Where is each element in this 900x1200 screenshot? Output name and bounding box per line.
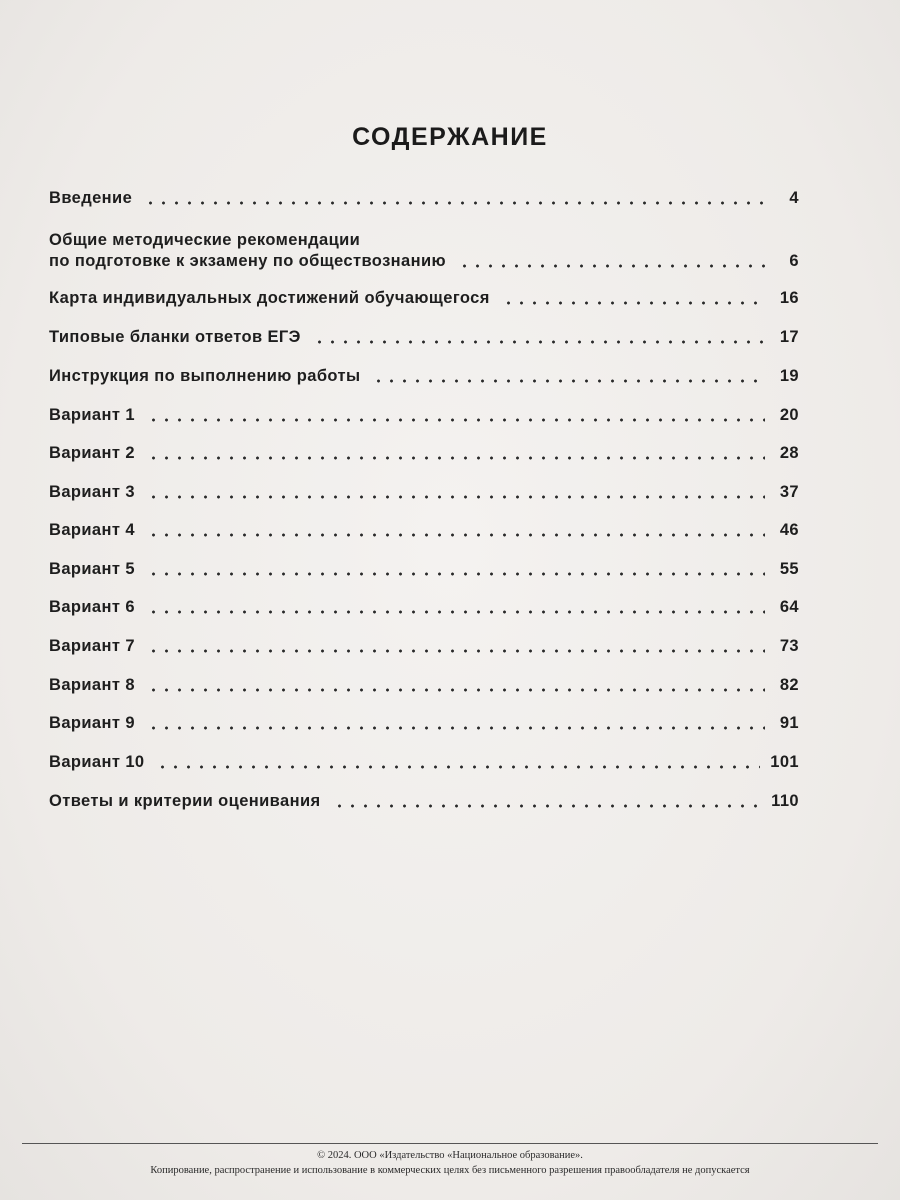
toc-entry-variant-9[interactable]: [49, 713, 799, 733]
dot-leader: [147, 572, 765, 576]
toc-entry-label: Введение: [49, 189, 133, 207]
dot-leader: [147, 456, 765, 460]
toc-entry-page: 20: [779, 406, 799, 424]
toc-entry-answers[interactable]: [49, 791, 799, 811]
toc-entry-label-line1: Общие методические рекомендации: [49, 231, 361, 249]
toc-entry-page: 19: [779, 367, 799, 385]
dot-leader: [147, 726, 765, 730]
toc-entry-label: Вариант 1: [49, 406, 135, 424]
dot-leader: [458, 264, 765, 268]
toc-entry-page: 6: [789, 252, 799, 270]
toc-entry-label: Вариант 9: [49, 714, 135, 732]
toc-entry-achievement-map[interactable]: [49, 288, 799, 308]
toc-entry-page: 17: [779, 328, 799, 346]
toc-entry-variant-4[interactable]: [49, 520, 799, 540]
toc-entry-page: 46: [779, 521, 799, 539]
dot-leader: [147, 649, 765, 653]
dot-leader: [147, 533, 765, 537]
toc-entry-label: Вариант 6: [49, 598, 135, 616]
toc-entry-variant-1[interactable]: [49, 405, 799, 425]
footer-divider: [22, 1143, 878, 1144]
toc-entry-label: по подготовке к экзамену по обществознанию: [49, 252, 447, 270]
toc-entry-label: Типовые бланки ответов ЕГЭ: [49, 328, 301, 346]
toc-entry-variant-8[interactable]: [49, 675, 799, 695]
dot-leader: [372, 379, 765, 383]
dot-leader: [147, 418, 765, 422]
toc-entry-page: 91: [779, 714, 799, 732]
toc-entry-label: Вариант 4: [49, 521, 135, 539]
toc-entry-label: Вариант 2: [49, 444, 135, 462]
toc-entry-instructions[interactable]: [49, 366, 799, 386]
dot-leader: [333, 804, 762, 808]
footer-copyright: © 2024. ООО «Издательство «Национальное образование».: [317, 1150, 583, 1161]
toc-entry-page: 73: [779, 637, 799, 655]
toc-entry-page: 37: [779, 483, 799, 501]
toc-entry-page: 110: [771, 792, 799, 810]
dot-leader: [144, 201, 765, 205]
toc-entry-introduction[interactable]: [49, 188, 799, 208]
toc-entry-label: Вариант 5: [49, 560, 135, 578]
toc-entry-variant-6[interactable]: [49, 597, 799, 617]
toc-entry-answer-forms[interactable]: [49, 327, 799, 347]
toc-entry-page: 4: [789, 189, 799, 207]
toc-entry-page: 28: [779, 444, 799, 462]
dot-leader: [313, 340, 765, 344]
toc-entry-label: Инструкция по выполнению работы: [49, 367, 361, 385]
toc-entry-label: Карта индивидуальных достижений обучающегося: [49, 289, 490, 307]
dot-leader: [147, 688, 765, 692]
dot-leader: [147, 610, 765, 614]
toc-entry-variant-5[interactable]: [49, 559, 799, 579]
toc-entry-recommendations[interactable]: [49, 251, 799, 271]
toc-entry-page: 64: [779, 598, 799, 616]
toc-entry-page: 101: [770, 753, 799, 771]
toc-entry-variant-3[interactable]: [49, 482, 799, 502]
dot-leader: [156, 765, 760, 769]
toc-entry-page: 55: [779, 560, 799, 578]
toc-entry-variant-2[interactable]: [49, 443, 799, 463]
toc-entry-page: 16: [779, 289, 799, 307]
toc-entry-label: Ответы и критерии оценивания: [49, 792, 321, 810]
toc-entry-label: Вариант 8: [49, 676, 135, 694]
toc-entry-variant-7[interactable]: [49, 636, 799, 656]
toc-entry-variant-10[interactable]: [49, 752, 799, 772]
toc-entry-page: 82: [779, 676, 799, 694]
footer-rights-notice: Копирование, распространение и использование в коммерческих целях без письменного разрешения правообладателя не допускается: [150, 1165, 750, 1176]
toc-entry-label: Вариант 7: [49, 637, 135, 655]
toc-entry-label: Вариант 3: [49, 483, 135, 501]
toc-entry-label: Вариант 10: [49, 753, 145, 771]
page-title: СОДЕРЖАНИЕ: [352, 123, 548, 151]
dot-leader: [147, 495, 765, 499]
dot-leader: [502, 301, 765, 305]
